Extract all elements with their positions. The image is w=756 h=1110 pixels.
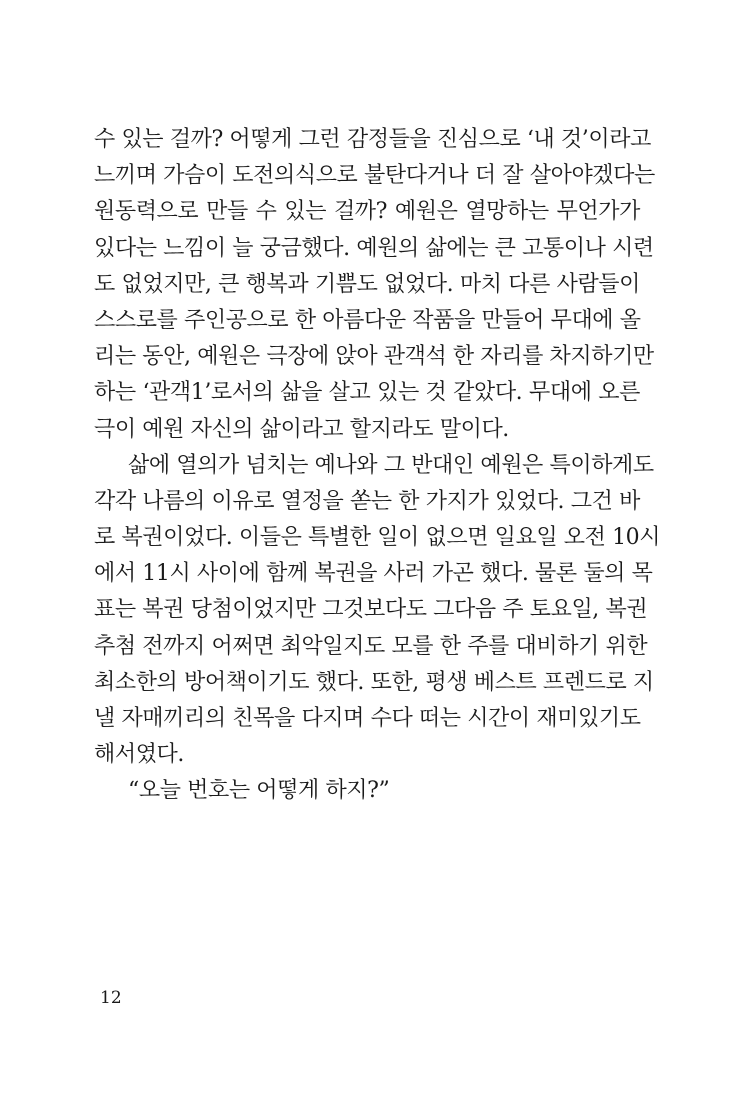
page-number: 12 bbox=[100, 988, 122, 1008]
text-line: 하는 ‘관객1’로서의 삶을 살고 있는 것 같았다. 무대에 오른 bbox=[94, 380, 640, 406]
text-line: 삶에 열의가 넘치는 예나와 그 반대인 예원은 특이하게도 bbox=[128, 452, 654, 478]
text-line: 해서였다. bbox=[94, 742, 185, 768]
text-line: 도 없었지만, 큰 행복과 기쁨도 없었다. 마치 다른 사람들이 bbox=[94, 271, 640, 297]
paragraph-2 bbox=[94, 448, 661, 774]
text-line: 로 복권이었다. 이들은 특별한 일이 없으면 일요일 오전 10시 bbox=[94, 525, 661, 551]
body-text bbox=[94, 122, 661, 810]
text-line: 스스로를 주인공으로 한 아름다운 작품을 만들어 무대에 올 bbox=[94, 307, 641, 333]
text-line: 각각 나름의 이유로 열정을 쏟는 한 가지가 있었다. 그건 바 bbox=[94, 488, 640, 514]
text-line: 있다는 느낌이 늘 궁금했다. 예원의 삶에는 큰 고통이나 시련 bbox=[94, 235, 654, 261]
text-line: 최소한의 방어책이기도 했다. 또한, 평생 베스트 프렌드로 지 bbox=[94, 669, 654, 695]
text-line: 표는 복권 당첨이었지만 그것보다도 그다음 주 토요일, 복권 bbox=[94, 597, 648, 623]
text-line: 원동력으로 만들 수 있는 걸까? 예원은 열망하는 무언가가 bbox=[94, 199, 640, 225]
text-line: 극이 예원 자신의 삶이라고 할지라도 말이다. bbox=[94, 416, 509, 442]
text-line: 수 있는 걸까? 어떻게 그런 감정들을 진심으로 ‘내 것’이라고 bbox=[94, 127, 651, 152]
text-line: 리는 동안, 예원은 극장에 앉아 관객석 한 자리를 차지하기만 bbox=[94, 344, 654, 370]
text-line: 낼 자매끼리의 친목을 다지며 수다 떠는 시간이 재미있기도 bbox=[94, 706, 641, 731]
paragraph-1 bbox=[94, 122, 655, 448]
dialogue-line: “오늘 번호는 어떻게 하지?” bbox=[128, 778, 390, 804]
text-line: 느끼며 가슴이 도전의식으로 불탄다거나 더 잘 살아야겠다는 bbox=[94, 163, 655, 189]
text-line: 추첨 전까지 어쩌면 최악일지도 모를 한 주를 대비하기 위한 bbox=[94, 633, 648, 659]
text-line: 에서 11시 사이에 함께 복권을 사러 가곤 했다. 물론 둘의 목 bbox=[94, 561, 653, 587]
paragraph-3 bbox=[94, 773, 640, 809]
